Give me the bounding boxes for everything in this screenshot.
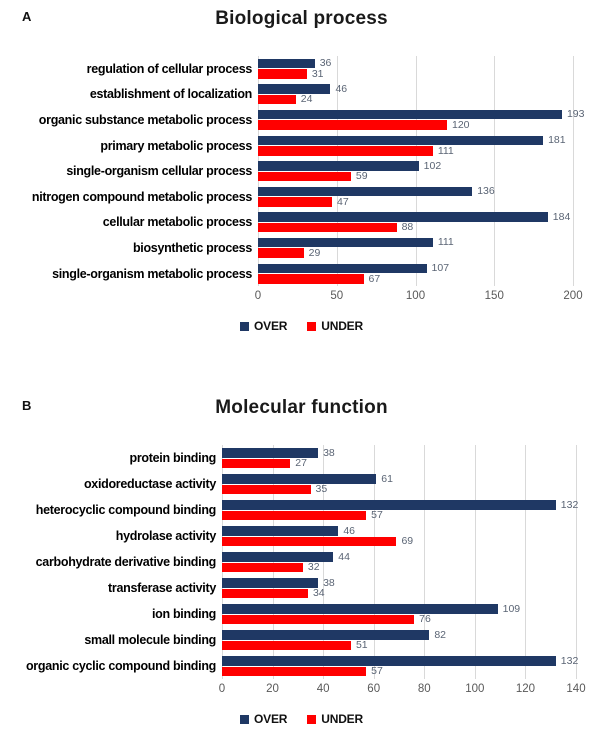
category-label: protein binding [129,451,216,466]
under-bar [222,563,303,573]
x-axis-tick-label: 100 [465,683,485,696]
x-axis [218,682,586,697]
under-bar-line [258,120,573,130]
over-value-label: 61 [381,472,393,485]
over-bar-line [222,498,579,511]
category-label: establishment of localization [89,87,252,102]
bar-group [258,235,573,261]
over-value-label: 44 [338,550,350,563]
under-bar-line [222,563,576,573]
under-bar-line [222,615,576,625]
chart-title-biological-process: Biological process [215,8,388,29]
bar-group [258,56,573,82]
under-bar [222,589,308,599]
bar-group [222,601,576,627]
plot-area [258,56,585,286]
under-value-label: 69 [401,535,414,548]
panel-letter-a: A [22,9,32,24]
axis-spacer [0,682,222,697]
bar-group [222,445,576,471]
under-value-label: 59 [355,170,368,183]
category-label: single-organism cellular process [66,164,252,179]
under-legend-swatch-icon [307,322,316,331]
panel-molecular-function [0,393,603,726]
over-bar-line [258,187,573,197]
bar-group [258,184,573,210]
over-bar [258,161,419,171]
category-label: nitrogen compound metabolic process [31,189,252,204]
bar-group [222,575,576,601]
x-axis-tick-label: 100 [405,290,426,303]
legend-label: OVER [254,712,288,727]
over-value-label: 132 [560,654,579,667]
category-label: biosynthetic process [132,240,252,255]
under-value-label: 67 [368,272,381,285]
under-value-label: 111 [437,144,454,157]
over-bar [222,656,556,666]
over-value-label: 38 [323,576,335,589]
bar-group [258,261,573,287]
over-value-label: 107 [431,262,450,275]
legend [0,319,603,333]
under-value-label: 120 [452,118,470,131]
under-bar [258,146,433,156]
bar-group [258,133,573,159]
over-bar-line [222,604,576,614]
category-label: primary metabolic process [100,138,252,153]
under-bar-line [222,511,576,521]
over-bar-line [222,630,576,640]
x-axis-tick-label: 150 [484,290,504,303]
under-value-label: 24 [300,93,313,106]
category-label: regulation of cellular process [86,61,252,76]
legend-label: OVER [254,319,288,334]
x-axis-row [0,682,603,697]
under-value-label: 76 [419,613,431,626]
under-bar [222,641,351,651]
bar-group [258,158,573,184]
over-bar-line [222,654,579,667]
x-axis-tick-label: 20 [266,683,279,696]
over-value-label: 181 [548,134,566,147]
bar-group [222,653,579,679]
x-axis-tick-label: 50 [330,290,344,303]
x-axis-tick-label: 200 [563,290,583,303]
bar-group [222,497,579,523]
under-value-label: 57 [371,665,383,678]
under-value-label: 57 [371,509,383,522]
under-bar [258,69,307,79]
over-legend-swatch-icon [240,715,249,724]
over-value-label: 46 [343,524,355,537]
over-bar-line [258,212,573,222]
x-axis-tick-label: 40 [316,683,330,696]
over-bar-line [222,552,576,562]
over-value-label: 36 [319,57,332,70]
bar-group [222,523,576,549]
under-bar-line [258,146,573,156]
panel-biological-process [0,4,603,333]
category-label: heterocyclic compound binding [35,503,216,518]
plot-area [222,445,579,679]
legend-item-over [240,712,287,726]
over-bar-line [258,161,573,171]
chart-area [0,56,603,286]
gridline [576,445,577,679]
under-bar-line [258,95,573,105]
x-axis-tick-label: 0 [254,290,262,303]
under-value-label: 31 [311,67,324,80]
under-bar [222,667,366,677]
category-label: hydrolase activity [115,529,216,544]
under-value-label: 51 [355,639,368,652]
under-value-label: 88 [401,221,414,234]
bar-group [222,627,576,653]
under-value-label: 34 [312,587,325,600]
legend-item-over [240,319,287,333]
over-bar-line [258,264,573,274]
category-labels-column [0,56,258,286]
over-value-label: 46 [335,82,348,95]
under-bar [222,511,366,521]
x-axis-tick-label: 60 [367,683,381,696]
over-bar-line [222,526,576,536]
under-value-label: 29 [308,246,321,259]
x-axis-tick-label: 80 [417,683,431,696]
under-value-label: 47 [337,195,349,208]
under-bar [222,459,290,469]
legend-label: UNDER [321,712,363,727]
bar-group [222,549,576,575]
legend-item-under [307,319,363,333]
over-value-label: 193 [566,108,585,121]
under-bar-line [258,172,573,182]
axis-spacer [0,289,258,304]
under-bar [222,485,311,495]
panel-letter-b: B [22,398,32,414]
over-value-label: 184 [552,210,571,223]
over-bar [258,136,543,146]
under-value-label: 27 [295,457,307,470]
over-bar [222,604,498,614]
under-bar [258,172,351,182]
chart-area [0,445,603,679]
bar-group [258,107,585,133]
category-label: single-organism metabolic process [52,266,252,281]
chart-title-molecular-function: Molecular function [215,397,388,419]
under-bar-line [258,248,573,258]
under-bar-line [258,223,573,233]
legend-label: UNDER [321,319,363,334]
over-value-label: 111 [437,236,454,249]
category-label: small molecule binding [84,633,216,648]
x-axis-tick-label: 0 [218,683,226,696]
category-label: oxidoreductase activity [83,477,216,492]
over-bar [258,187,472,197]
legend-item-under [307,712,363,726]
over-value-label: 109 [502,602,521,615]
x-axis-tick-label: 120 [515,683,536,696]
under-bar-line [258,197,573,207]
over-bar [258,110,562,120]
under-value-label: 35 [315,483,328,496]
under-bar [258,248,304,258]
category-label: cellular metabolic process [102,215,252,230]
over-bar-line [258,108,585,121]
over-bar [222,474,376,484]
x-axis-row [0,289,603,304]
over-value-label: 132 [560,498,579,511]
under-bar-line [222,641,576,651]
legend [0,712,603,726]
under-bar-line [222,459,576,469]
over-bar [222,578,318,588]
under-bar [258,120,447,130]
over-bar-line [222,474,576,484]
over-value-label: 82 [434,628,447,641]
over-bar [258,238,433,248]
under-value-label: 32 [307,561,320,574]
under-bar [222,615,414,625]
over-value-label: 38 [323,446,335,459]
under-bar-line [258,274,573,284]
bar-group [258,82,573,108]
over-bar-line [222,448,576,458]
over-bar [258,264,427,274]
x-axis [254,289,583,304]
under-bar [258,197,332,207]
over-bar [222,500,556,510]
over-bar-line [258,136,573,146]
under-bar-line [222,485,576,495]
over-bar [258,59,315,69]
over-value-label: 136 [477,185,495,198]
over-bar [222,526,338,536]
under-bar-line [222,589,576,599]
over-bar [258,84,330,94]
category-labels-column [0,445,222,679]
under-legend-swatch-icon [307,715,316,724]
over-bar [222,630,429,640]
category-label: carbohydrate derivative binding [35,555,216,570]
category-label: organic substance metabolic process [38,112,252,127]
under-bar [258,95,296,105]
gridline [573,56,574,286]
under-bar-line [258,69,573,79]
under-bar-line [222,667,576,677]
over-value-label: 102 [423,159,442,172]
category-label: transferase activity [108,581,216,596]
under-bar [258,274,364,284]
over-bar-line [258,238,573,248]
bar-group [258,210,573,236]
under-bar [222,537,396,547]
x-axis-tick-label: 140 [566,683,586,696]
under-bar [258,223,397,233]
bar-group [222,471,576,497]
over-bar-line [258,59,573,69]
category-label: ion binding [151,607,216,622]
under-bar-line [222,537,576,547]
category-label: organic cyclic compound binding [25,659,216,674]
over-bar-line [222,578,576,588]
over-legend-swatch-icon [240,322,249,331]
